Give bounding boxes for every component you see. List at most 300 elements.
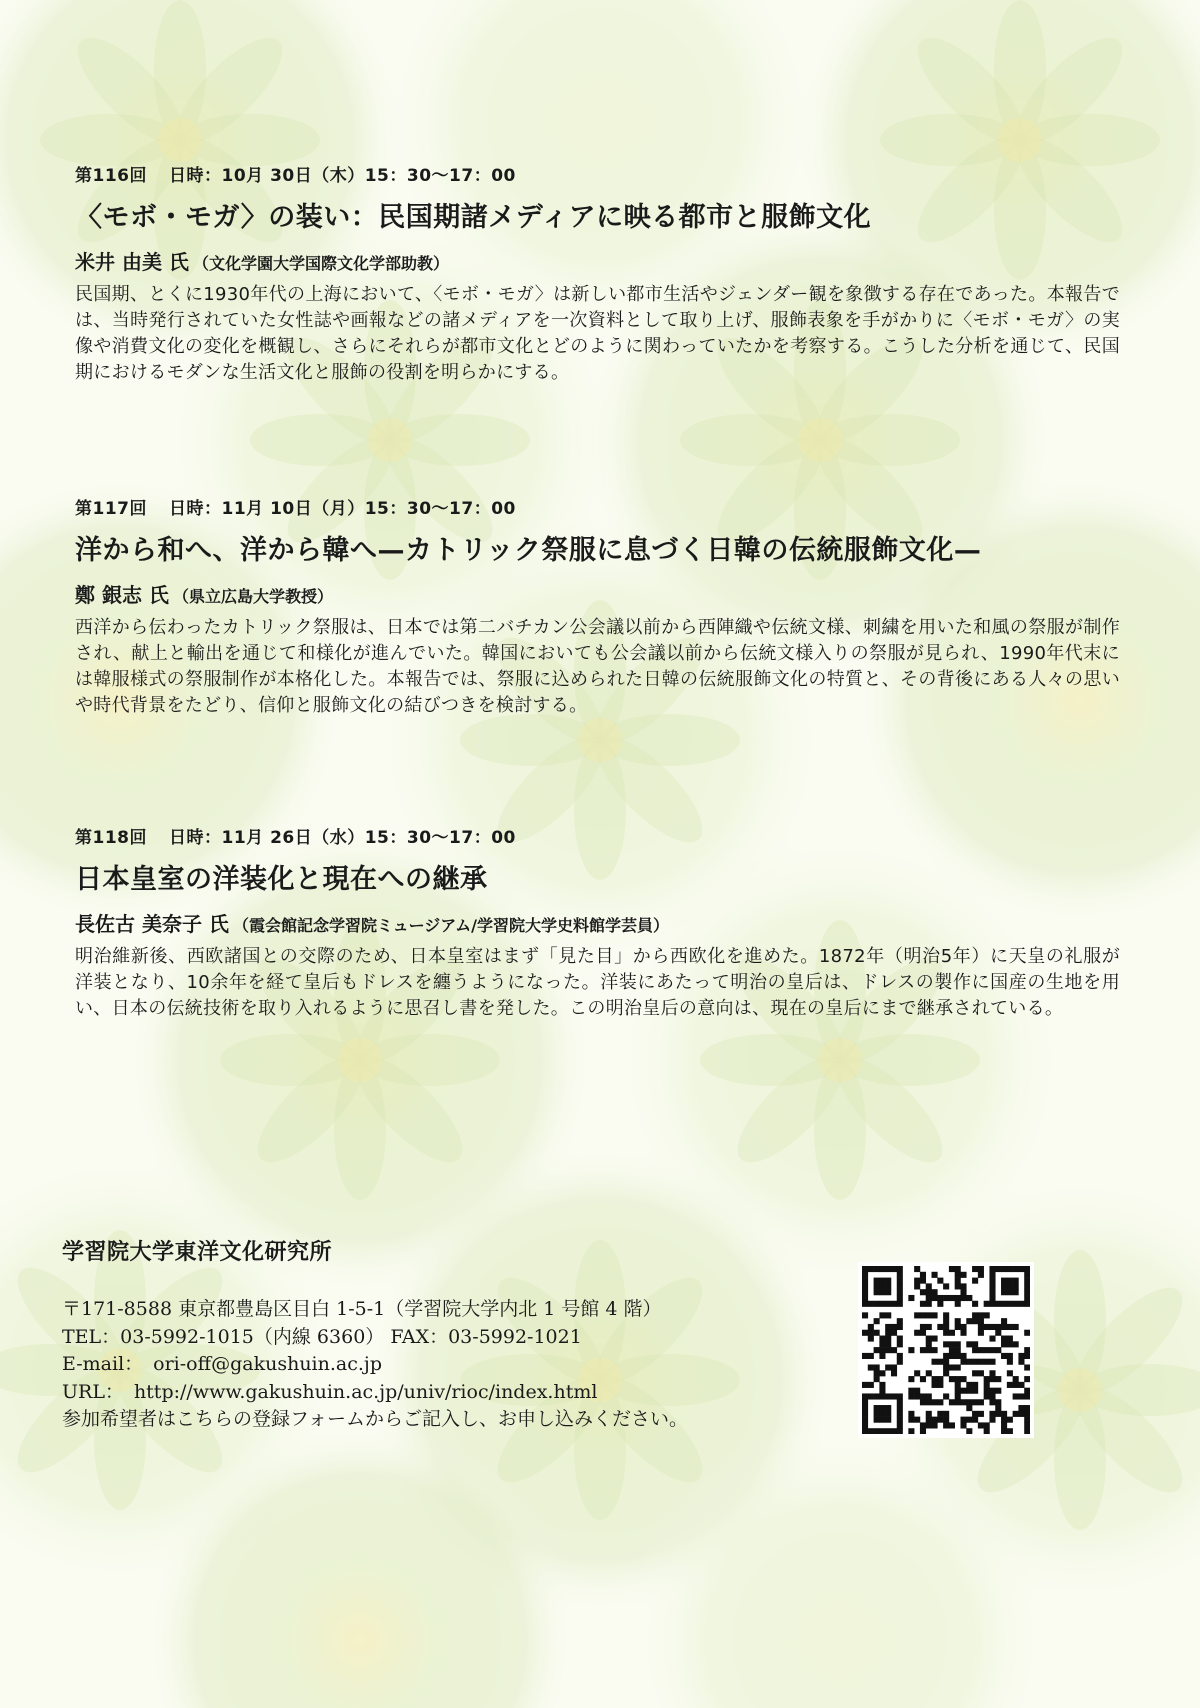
qr-module — [1013, 1376, 1019, 1382]
qr-module — [972, 1278, 978, 1284]
qr-module — [989, 1393, 995, 1399]
lecture-117 — [75, 497, 1125, 719]
qr-module — [908, 1393, 914, 1399]
qr-module — [885, 1341, 891, 1347]
qr-module — [995, 1399, 1001, 1405]
qr-module — [989, 1347, 995, 1353]
qr-module — [978, 1399, 984, 1405]
qr-module — [926, 1312, 932, 1318]
qr-module — [937, 1399, 943, 1405]
qr-module — [879, 1278, 885, 1284]
qr-module — [891, 1324, 897, 1330]
qr-module — [932, 1312, 938, 1318]
qr-module — [966, 1295, 972, 1301]
qr-module — [943, 1417, 949, 1423]
qr-module — [1024, 1353, 1030, 1359]
qr-module — [1024, 1301, 1030, 1307]
qr-module — [995, 1301, 1001, 1307]
qr-module — [984, 1393, 990, 1399]
qr-module — [978, 1347, 984, 1353]
qr-module — [995, 1347, 1001, 1353]
qr-module — [955, 1376, 961, 1382]
qr-module — [955, 1278, 961, 1284]
qr-module — [879, 1382, 885, 1388]
qr-module — [989, 1376, 995, 1382]
qr-module — [937, 1376, 943, 1382]
qr-module — [908, 1388, 914, 1394]
speaker-affiliation: （文化学園大学国際文化学部助教） — [192, 254, 449, 273]
qr-module — [897, 1417, 903, 1423]
qr-module — [897, 1341, 903, 1347]
qr-module — [1013, 1278, 1019, 1284]
qr-module — [1024, 1283, 1030, 1289]
qr-module — [879, 1301, 885, 1307]
qr-module — [879, 1428, 885, 1434]
qr-module — [874, 1370, 880, 1376]
qr-module — [1007, 1370, 1013, 1376]
qr-module — [1007, 1341, 1013, 1347]
qr-module — [989, 1388, 995, 1394]
qr-module — [1013, 1266, 1019, 1272]
qr-module — [1001, 1428, 1007, 1434]
qr-module — [885, 1411, 891, 1417]
qr-module — [966, 1341, 972, 1347]
qr-module — [1018, 1405, 1024, 1411]
qr-module — [1007, 1428, 1013, 1434]
qr-module — [885, 1417, 891, 1423]
qr-module — [874, 1289, 880, 1295]
qr-module — [868, 1428, 874, 1434]
qr-module — [1001, 1266, 1007, 1272]
qr-module — [897, 1295, 903, 1301]
qr-module — [1018, 1393, 1024, 1399]
qr-module — [972, 1399, 978, 1405]
qr-module — [995, 1388, 1001, 1394]
lecture-speaker — [75, 910, 1125, 940]
qr-module — [897, 1399, 903, 1405]
qr-module — [966, 1359, 972, 1365]
qr-module — [862, 1295, 868, 1301]
qr-module — [891, 1347, 897, 1353]
qr-module — [955, 1364, 961, 1370]
qr-module — [995, 1266, 1001, 1272]
qr-module — [978, 1272, 984, 1278]
qr-module — [943, 1364, 949, 1370]
qr-module — [978, 1266, 984, 1272]
qr-module — [879, 1283, 885, 1289]
qr-module — [874, 1393, 880, 1399]
qr-module — [920, 1312, 926, 1318]
qr-module — [943, 1324, 949, 1330]
qr-module — [920, 1330, 926, 1336]
qr-module — [989, 1324, 995, 1330]
qr-module — [1001, 1422, 1007, 1428]
qr-module — [1024, 1347, 1030, 1353]
qr-module — [955, 1347, 961, 1353]
qr-module — [949, 1399, 955, 1405]
lecture-datetime: 日時：11月 26日（水）15：30〜17：00 — [169, 828, 516, 848]
qr-module — [920, 1393, 926, 1399]
contact-email-row — [62, 1351, 922, 1379]
qr-module — [1024, 1272, 1030, 1278]
qr-module — [972, 1370, 978, 1376]
qr-module — [920, 1272, 926, 1278]
qr-module — [1007, 1324, 1013, 1330]
qr-module — [932, 1417, 938, 1423]
qr-module — [972, 1359, 978, 1365]
qr-module — [972, 1382, 978, 1388]
qr-module — [943, 1312, 949, 1318]
qr-module — [960, 1330, 966, 1336]
qr-module — [885, 1301, 891, 1307]
lecture-116 — [75, 164, 1125, 386]
qr-module — [943, 1353, 949, 1359]
qr-module — [885, 1428, 891, 1434]
qr-module — [1001, 1318, 1007, 1324]
qr-module — [989, 1278, 995, 1284]
qr-module — [868, 1266, 874, 1272]
qr-module — [908, 1428, 914, 1434]
qr-module — [932, 1376, 938, 1382]
qr-module — [989, 1417, 995, 1423]
qr-module — [984, 1301, 990, 1307]
email-link[interactable]: ori-off@gakushuin.ac.jp — [153, 1353, 382, 1375]
qr-module — [1013, 1301, 1019, 1307]
qr-module — [1013, 1382, 1019, 1388]
qr-module — [995, 1411, 1001, 1417]
qr-module — [914, 1370, 920, 1376]
qr-module — [1007, 1283, 1013, 1289]
qr-module — [885, 1347, 891, 1353]
qr-module — [949, 1364, 955, 1370]
qr-module — [868, 1353, 874, 1359]
qr-module — [966, 1399, 972, 1405]
qr-module — [1001, 1353, 1007, 1359]
qr-module — [972, 1347, 978, 1353]
qr-module — [955, 1324, 961, 1330]
lecture-title: 日本皇室の洋装化と現在への継承 — [75, 864, 488, 895]
qr-module — [920, 1376, 926, 1382]
qr-code-icon[interactable] — [858, 1262, 1034, 1438]
qr-module — [955, 1341, 961, 1347]
url-link[interactable]: http://www.gakushuin.ac.jp/univ/rioc/index.html — [133, 1380, 598, 1403]
qr-module — [879, 1353, 885, 1359]
qr-module — [926, 1417, 932, 1423]
lecture-118 — [75, 826, 1125, 1022]
qr-module — [874, 1318, 880, 1324]
qr-module — [943, 1393, 949, 1399]
qr-module — [1018, 1359, 1024, 1365]
qr-module — [1024, 1405, 1030, 1411]
qr-module — [949, 1266, 955, 1272]
qr-module — [960, 1289, 966, 1295]
qr-module — [984, 1359, 990, 1365]
qr-module — [949, 1330, 955, 1336]
qr-module — [984, 1428, 990, 1434]
qr-module — [932, 1399, 938, 1405]
contact-url-row — [62, 1379, 922, 1407]
qr-module — [920, 1324, 926, 1330]
qr-module — [862, 1399, 868, 1405]
qr-module — [972, 1388, 978, 1394]
qr-module — [885, 1364, 891, 1370]
qr-module — [862, 1312, 868, 1318]
lecture-datetime: 日時：10月 30日（木）15：30〜17：00 — [169, 166, 516, 186]
qr-module — [989, 1370, 995, 1376]
qr-module — [972, 1341, 978, 1347]
qr-module — [1007, 1382, 1013, 1388]
qr-module — [984, 1324, 990, 1330]
qr-module — [885, 1266, 891, 1272]
qr-module — [937, 1417, 943, 1423]
qr-module — [891, 1428, 897, 1434]
qr-module — [926, 1422, 932, 1428]
qr-module — [862, 1422, 868, 1428]
qr-module — [978, 1324, 984, 1330]
qr-module — [960, 1295, 966, 1301]
qr-module — [984, 1422, 990, 1428]
qr-module — [885, 1278, 891, 1284]
qr-module — [879, 1405, 885, 1411]
qr-module — [897, 1336, 903, 1342]
qr-module — [995, 1324, 1001, 1330]
qr-module — [897, 1266, 903, 1272]
qr-module — [897, 1272, 903, 1278]
qr-module — [1013, 1341, 1019, 1347]
qr-module — [885, 1289, 891, 1295]
qr-module — [874, 1417, 880, 1423]
qr-module — [989, 1272, 995, 1278]
qr-module — [1024, 1330, 1030, 1336]
qr-module — [879, 1312, 885, 1318]
qr-module — [1013, 1324, 1019, 1330]
qr-module — [984, 1382, 990, 1388]
qr-module — [1007, 1301, 1013, 1307]
qr-module — [955, 1272, 961, 1278]
qr-module — [874, 1376, 880, 1382]
qr-module — [891, 1266, 897, 1272]
qr-module — [949, 1295, 955, 1301]
qr-module — [978, 1411, 984, 1417]
qr-module — [943, 1359, 949, 1365]
qr-module — [1007, 1359, 1013, 1365]
lecture-speaker — [75, 248, 1125, 278]
qr-module — [943, 1370, 949, 1376]
qr-module — [1024, 1376, 1030, 1382]
qr-module — [1024, 1428, 1030, 1434]
qr-module — [1024, 1388, 1030, 1394]
qr-module — [862, 1382, 868, 1388]
qr-module — [1024, 1422, 1030, 1428]
qr-module — [955, 1301, 961, 1307]
qr-module — [984, 1312, 990, 1318]
lecture-meta — [75, 497, 1125, 521]
lecture-datetime: 日時：11月 10日（月）15：30〜17：00 — [169, 499, 516, 519]
qr-module — [932, 1289, 938, 1295]
qr-module — [949, 1347, 955, 1353]
qr-module — [874, 1266, 880, 1272]
qr-module — [897, 1353, 903, 1359]
qr-module — [1024, 1289, 1030, 1295]
qr-module — [914, 1388, 920, 1394]
qr-module — [926, 1301, 932, 1307]
qr-module — [862, 1266, 868, 1272]
qr-module — [943, 1422, 949, 1428]
qr-module — [1013, 1283, 1019, 1289]
qr-module — [879, 1370, 885, 1376]
qr-module — [966, 1405, 972, 1411]
qr-module — [926, 1393, 932, 1399]
speaker-name: 鄭 銀志 氏 — [75, 583, 169, 607]
qr-module — [897, 1278, 903, 1284]
qr-module — [955, 1266, 961, 1272]
qr-module — [862, 1411, 868, 1417]
qr-module — [1007, 1353, 1013, 1359]
qr-module — [926, 1411, 932, 1417]
qr-module — [966, 1318, 972, 1324]
lecture-meta — [75, 826, 1125, 850]
contact-address: 〒171-8588 東京都豊島区目白 1-5-1（学習院大学内北 1 号館 4 階） — [62, 1298, 662, 1320]
qr-module — [885, 1336, 891, 1342]
qr-module — [926, 1289, 932, 1295]
qr-module — [908, 1417, 914, 1423]
qr-module — [966, 1388, 972, 1394]
qr-module — [879, 1266, 885, 1272]
qr-module — [989, 1399, 995, 1405]
qr-module — [955, 1382, 961, 1388]
qr-module — [932, 1336, 938, 1342]
qr-module — [891, 1364, 897, 1370]
qr-module — [914, 1283, 920, 1289]
qr-module — [943, 1318, 949, 1324]
qr-module — [955, 1318, 961, 1324]
qr-module — [960, 1324, 966, 1330]
qr-module — [868, 1364, 874, 1370]
qr-module — [862, 1353, 868, 1359]
qr-module — [1001, 1324, 1007, 1330]
qr-module — [885, 1330, 891, 1336]
qr-module — [995, 1376, 1001, 1382]
qr-module — [879, 1388, 885, 1394]
qr-module — [937, 1411, 943, 1417]
qr-module — [914, 1330, 920, 1336]
lecture-speaker — [75, 581, 1125, 611]
qr-module — [920, 1278, 926, 1284]
qr-module — [1007, 1266, 1013, 1272]
qr-module — [937, 1382, 943, 1388]
speaker-name: 米井 由美 氏 — [75, 250, 189, 274]
qr-module — [897, 1359, 903, 1365]
qr-module — [1013, 1289, 1019, 1295]
qr-module — [966, 1382, 972, 1388]
qr-module — [943, 1411, 949, 1417]
qr-module — [955, 1295, 961, 1301]
qr-module — [1001, 1289, 1007, 1295]
qr-module — [926, 1283, 932, 1289]
qr-module — [862, 1405, 868, 1411]
qr-module — [989, 1289, 995, 1295]
qr-module — [908, 1295, 914, 1301]
qr-module — [949, 1353, 955, 1359]
qr-module — [874, 1347, 880, 1353]
qr-module — [926, 1399, 932, 1405]
qr-module — [868, 1382, 874, 1388]
qr-module — [989, 1295, 995, 1301]
qr-module — [862, 1428, 868, 1434]
lecture-title: 〈モボ・モガ〉の装い：民国期諸メディアに映る都市と服飾文化 — [75, 202, 872, 233]
qr-module — [932, 1295, 938, 1301]
qr-module — [862, 1330, 868, 1336]
qr-module — [914, 1266, 920, 1272]
qr-module — [972, 1312, 978, 1318]
qr-code-graphic — [862, 1266, 1030, 1434]
qr-module — [995, 1330, 1001, 1336]
qr-module — [1001, 1417, 1007, 1423]
qr-module — [908, 1376, 914, 1382]
qr-module — [1018, 1353, 1024, 1359]
qr-module — [1013, 1411, 1019, 1417]
qr-module — [891, 1330, 897, 1336]
qr-module — [978, 1370, 984, 1376]
qr-module — [897, 1393, 903, 1399]
qr-module — [926, 1370, 932, 1376]
institute-name: 学習院大学東洋文化研究所 — [62, 1240, 333, 1265]
qr-module — [920, 1428, 926, 1434]
qr-module — [897, 1283, 903, 1289]
qr-module — [937, 1278, 943, 1284]
qr-module — [1007, 1417, 1013, 1423]
qr-module — [984, 1376, 990, 1382]
qr-module — [989, 1301, 995, 1307]
qr-module — [960, 1272, 966, 1278]
qr-module — [897, 1324, 903, 1330]
qr-module — [960, 1359, 966, 1365]
qr-module — [914, 1278, 920, 1284]
qr-module — [937, 1301, 943, 1307]
lecture-meta — [75, 164, 1125, 188]
qr-module — [926, 1295, 932, 1301]
lecture-number: 第118回 — [75, 828, 147, 848]
qr-module — [1007, 1336, 1013, 1342]
speaker-name: 長佐古 美奈子 氏 — [75, 912, 229, 936]
registration-note: 参加希望者はこちらの登録フォームからご記入し、お申し込みください。 — [62, 1408, 689, 1430]
qr-module — [885, 1405, 891, 1411]
qr-module — [960, 1399, 966, 1405]
qr-module — [874, 1411, 880, 1417]
lecture-abstract: 明治維新後、西欧諸国との交際のため、日本皇室はまず「見た目」から西欧化を進めた。1872年（明治5年）に天皇の礼服が洋装となり、10余年を経て皇后もドレスを纏うようになった。洋装にあたって明治の皇后は、ドレスの製作に国産の生地を用い、日本の伝統技術を取り入れるように思召し書を発した。この明治皇后の意向は、現在の皇后にまで継承されている。 — [75, 946, 1120, 1019]
qr-module — [989, 1411, 995, 1417]
qr-module — [978, 1422, 984, 1428]
qr-module — [920, 1347, 926, 1353]
qr-module — [914, 1417, 920, 1423]
qr-module — [885, 1283, 891, 1289]
qr-module — [879, 1417, 885, 1423]
qr-module — [937, 1295, 943, 1301]
qr-module — [879, 1393, 885, 1399]
qr-module — [937, 1324, 943, 1330]
qr-module — [885, 1393, 891, 1399]
qr-module — [932, 1347, 938, 1353]
qr-module — [955, 1283, 961, 1289]
lecture-abstract: 民国期、とくに1930年代の上海において、〈モボ・モガ〉は新しい都市生活やジェンダー観を象徴する存在であった。本報告では、当時発行されていた女性誌や画報などの諸メディアを一次資料として取り上げ、服飾表象を手がかりに〈モボ・モガ〉の実像や消費文化の変化を概観し、さらにそれらが都市文化とどのように関わっていたかを考察する。こうした分析を通じて、民国期におけるモダンな生活文化と服飾の役割を明らかにする。 — [75, 284, 1120, 383]
qr-module — [1013, 1393, 1019, 1399]
qr-module — [978, 1330, 984, 1336]
qr-module — [1018, 1266, 1024, 1272]
qr-module — [891, 1301, 897, 1307]
qr-module — [972, 1411, 978, 1417]
qr-module — [891, 1370, 897, 1376]
contact-block — [62, 1296, 922, 1434]
